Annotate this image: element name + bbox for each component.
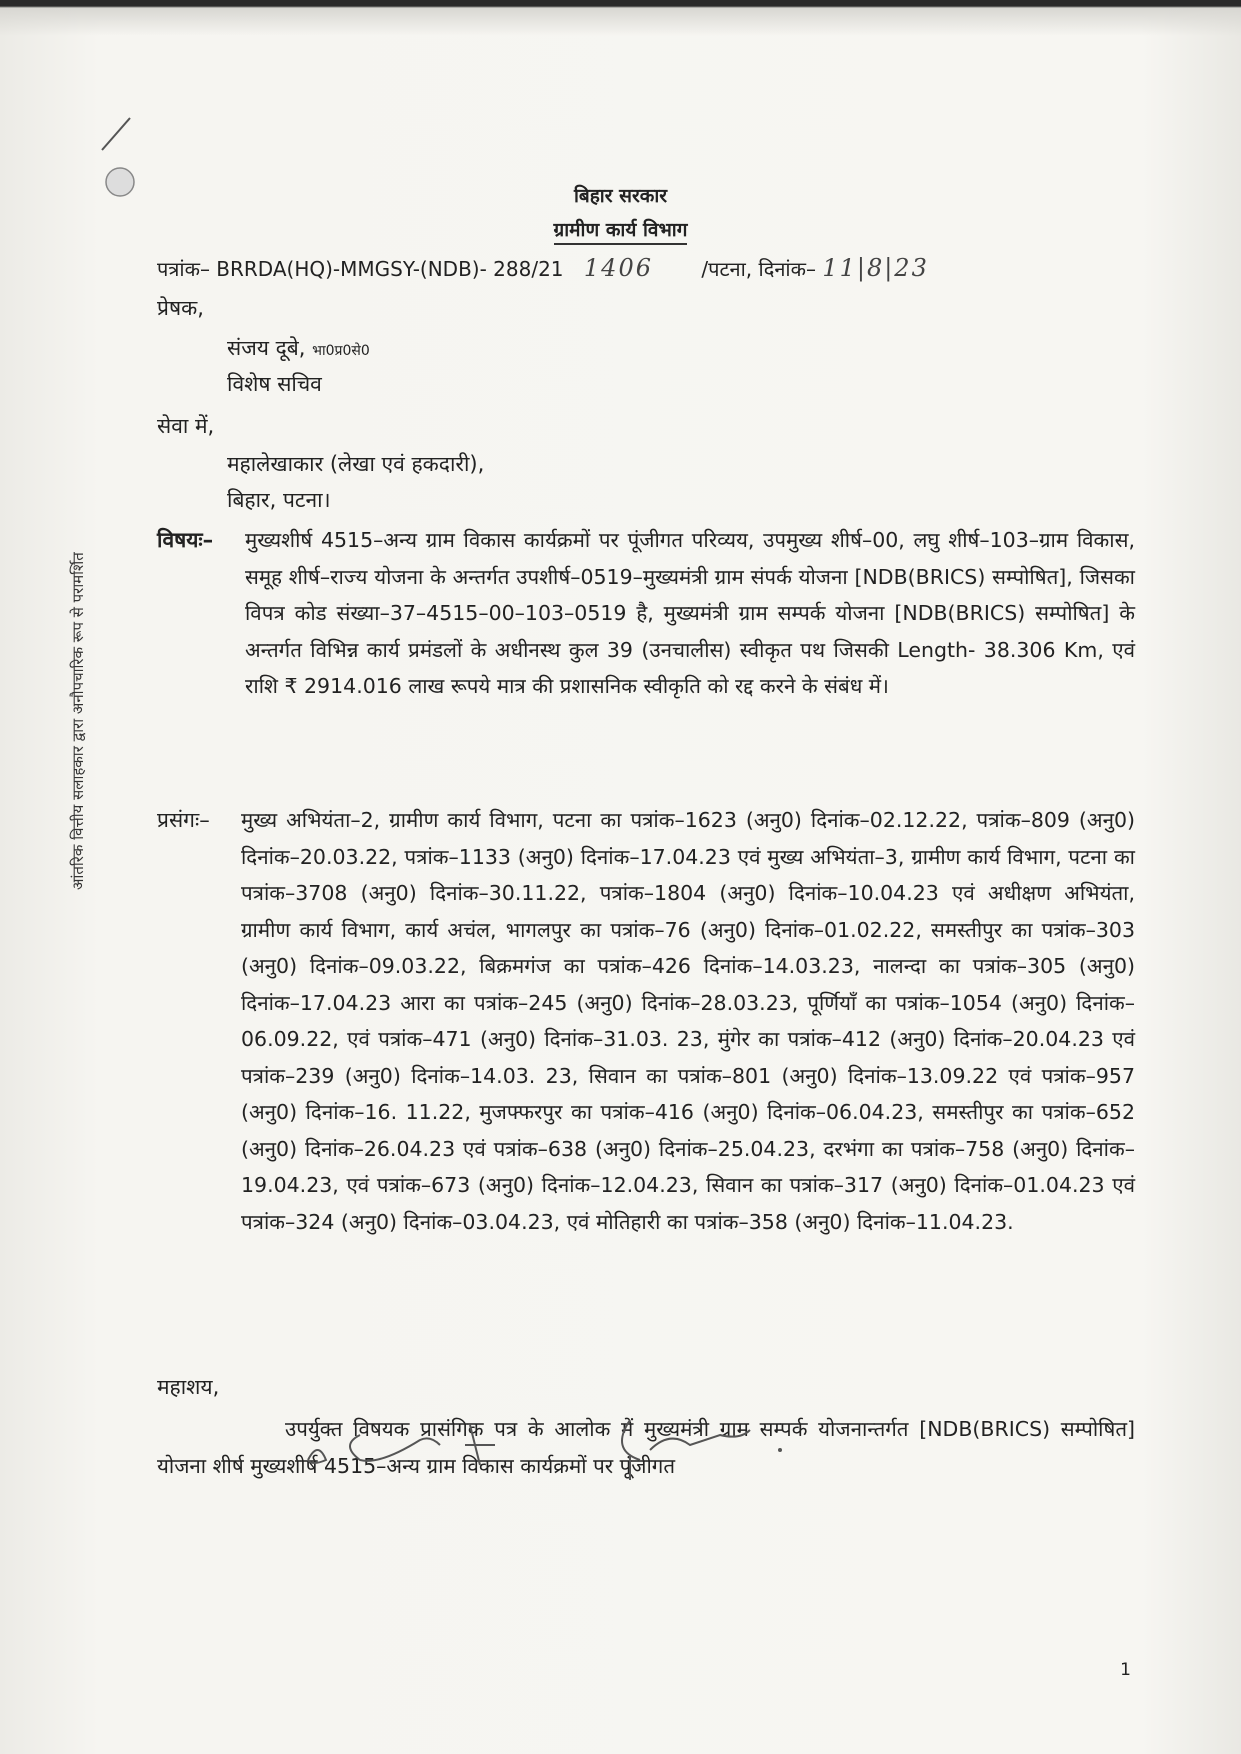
sender-name-line [227, 334, 370, 362]
subject-text: मुख्यशीर्ष 4515–अन्य ग्राम विकास कार्यक्रमों पर पूंजीगत परिव्यय, उपमुख्य शीर्ष–00, लघु शीर्ष–103–ग्राम विकास, समूह शीर्ष–राज्य योजना के अन्तर्गत उपशीर्ष–0519–मुख्यमंत्री ग्राम संपर्क योजना [NDB(BRICS) सम्पोषित], जिसका विपत्र कोड संख्या–37–4515–00–103–0519 है, मुख्यमंत्री ग्राम सम्पर्क योजना [NDB(BRICS) सम्पोषित] के अन्तर्गत विभिन्न कार्य प्रमंडलों के अधीनस्थ कुल 39 (उनचालीस) स्वीकृत पथ जिसकी Length- 38.306 Km, एवं राशि ₹ 2914.016 लाख रूपये मात्र की प्रशासनिक स्वीकृति को रद्द करने के संबंध में। [245, 528, 1135, 698]
margin-note: आंतरिक वित्तीय सलाहकार द्वारा अनौपचारिक रूप से परामर्शित [69, 552, 87, 890]
reference-line [157, 254, 929, 282]
handwritten-number: 1406 [583, 254, 653, 282]
recipient-label: सेवा में, [157, 414, 215, 438]
recipient-office: महालेखाकार (लेखा एवं हकदारी), [227, 452, 485, 476]
recipient-place: बिहार, पटना। [227, 488, 331, 512]
place-date-label: /पटना, दिनांक– [701, 257, 816, 281]
sender-name: संजय दूबे, [227, 336, 306, 360]
sender-designation: विशेष सचिव [227, 372, 322, 396]
body-text: उपर्युक्त विषयक प्रासंगिक पत्र के आलोक में मुख्यमंत्री ग्राम सम्पर्क योजनान्तर्गत [NDB(BRICS) सम्पोषित] योजना शीर्ष मुख्यशीर्ष 4515–अन्य ग्राम विकास कार्यक्रमों पर पूंजीगत [157, 1417, 1135, 1478]
context-label: प्रसंगः– [157, 808, 210, 832]
handwritten-date: 11|8|23 [822, 254, 929, 282]
department-title: ग्रामीण कार्य विभाग [0, 216, 1241, 242]
sender-label: प्रेषक, [157, 296, 204, 320]
reference-prefix: पत्रांक– BRRDA(HQ)-MMGSY-(NDB)- 288/21 [157, 257, 564, 281]
government-title: बिहार सरकार [573, 185, 668, 207]
scan-top-edge [0, 0, 1241, 36]
salutation: महाशय, [157, 1375, 220, 1399]
handwritten-initials [300, 1405, 860, 1485]
sender-service: भा0प्र0से0 [312, 343, 370, 359]
page-number: 1 [1120, 1660, 1131, 1680]
context-text: मुख्य अभियंता–2, ग्रामीण कार्य विभाग, पटना का पत्रांक–1623 (अनु0) दिनांक–02.12.22, पत्रांक–809 (अनु0) दिनांक–20.03.22, पत्रांक–1133 (अनु0) दिनांक–17.04.23 एवं मुख्य अभियंता–3, ग्रामीण कार्य विभाग, पटना का पत्रांक–3708 (अनु0) दिनांक–30.11.22, पत्रांक–1804 (अनु0) दिनांक–10.04.23 एवं अधीक्षण अभियंता, ग्रामीण कार्य विभाग, कार्य अचंल, भागलपुर का पत्रांक–76 (अनु0) दिनांक–01.02.22, समस्तीपुर का पत्रांक–303 (अनु0) दिनांक–09.03.22, बिक्रमगंज का पत्रांक–426 दिनांक–14.03.23, नालन्दा का पत्रांक–305 (अनु0) दिनांक–17.04.23 आरा का पत्रांक–245 (अनु0) दिनांक–28.03.23, पूर्णियाँ का पत्रांक–1054 (अनु0) दिनांक–06.09.22, एवं पत्रांक–471 (अनु0) दिनांक–31.03. 23, मुंगेर का पत्रांक–412 (अनु0) दिनांक–20.04.23 एवं पत्रांक–239 (अनु0) दिनांक–14.03. 23, सिवान का पत्रांक–801 (अनु0) दिनांक–13.09.22 एवं पत्रांक–957 (अनु0) दिनांक–16. 11.22, मुजफ्फरपुर का पत्रांक–416 (अनु0) दिनांक–06.04.23, समस्तीपुर का पत्रांक–652 (अनु0) दिनांक–26.04.23 एवं पत्रांक–638 (अनु0) दिनांक–25.04.23, दरभंगा का पत्रांक–758 (अनु0) दिनांक–19.04.23, एवं पत्रांक–673 (अनु0) दिनांक–12.04.23, सिवान का पत्रांक–317 (अनु0) दिनांक–01.04.23 एवं पत्रांक–324 (अनु0) दिनांक–03.04.23, एवं मोतिहारी का पत्रांक–358 (अनु0) दिनांक–11.04.23. [241, 808, 1135, 1234]
subject-label: विषयः– [157, 528, 214, 552]
